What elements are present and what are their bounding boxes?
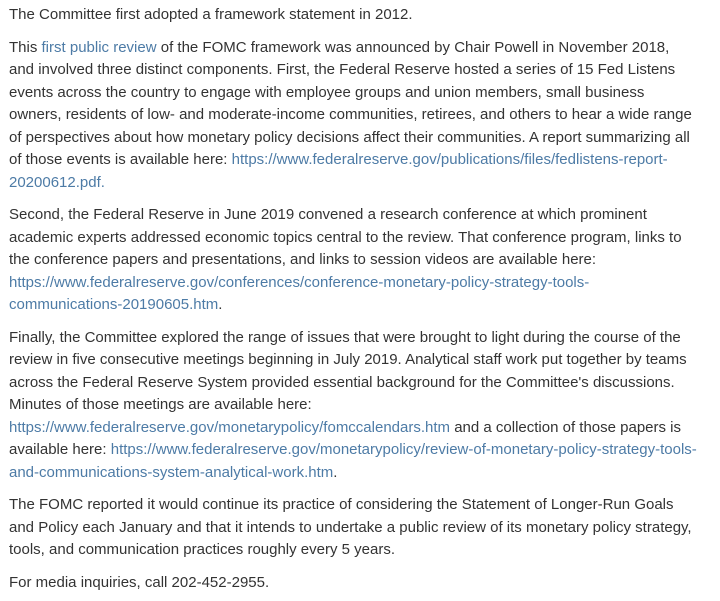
paragraph-text: The FOMC reported it would continue its practice of considering the Statement of Longer-Run Goals and Policy each January and that it intends to undertake a public review of its monetary policy strategy, tools, and communication practices roughly every 5 years. <box>9 496 692 558</box>
paragraph-media-inquiries <box>9 572 697 595</box>
paragraph-text: of the FOMC framework was announced by Chair Powell in November 2018, and involved three distinct components. First, the Federal Reserve hosted a series of 15 Fed Listens events across the country to engage with employee groups and union members, small business owners, residents of low- and moderate-income communities, retirees, and others to hear a wide range of perspectives about how monetary policy decisions affect their communities. A report summarizing all of those events is available here: <box>9 38 692 168</box>
paragraph-text: . <box>218 296 223 313</box>
paragraph-text: Second, the Federal Reserve in June 2019 convened a research conference at which prominent academic experts addressed economic topics central to the review. That conference program, links to the conference papers and presentations, and links to session videos are available here: <box>9 206 682 268</box>
paragraph-first-public-review <box>9 37 697 195</box>
paragraph-framework-2012 <box>9 4 697 27</box>
paragraph-text: This <box>9 38 42 56</box>
conference-program-link[interactable]: https://www.federalreserve.gov/conferences/conference-monetary-policy-strategy-tools-communications-20190605.htm <box>9 273 590 313</box>
paragraph-text: . <box>333 463 338 481</box>
paragraph-fomc-practice <box>9 494 697 562</box>
paragraph-text: The Committee first adopted a framework statement in 2012. <box>9 6 413 23</box>
paragraph-research-conference <box>9 204 697 317</box>
paragraph-text: and a collection of those papers is available here: <box>9 418 682 458</box>
paragraph-text: Finally, the Committee explored the range of issues that were brought to light during the course of the review in five consecutive meetings beginning in July 2019. Analytical staff work put together by teams across the Federal Reserve System provided essential background for the Committee's discussions. Minutes of those meetings are available here: <box>9 328 687 413</box>
first-public-review-link[interactable]: first public review <box>41 38 157 56</box>
analytical-work-link[interactable]: https://www.federalreserve.gov/monetarypolicy/review-of-monetary-policy-strategy-tools-and-communications-system-analytical-work.htm <box>9 441 697 481</box>
fomc-calendars-link[interactable]: https://www.federalreserve.gov/monetarypolicy/fomccalendars.htm <box>9 418 451 436</box>
fedlistens-report-link[interactable]: https://www.federalreserve.gov/publications/files/fedlistens-report-20200612.pdf. <box>9 151 668 191</box>
paragraph-text: For media inquiries, call 202-452-2955. <box>9 573 270 591</box>
paragraph-committee-meetings <box>9 327 697 485</box>
